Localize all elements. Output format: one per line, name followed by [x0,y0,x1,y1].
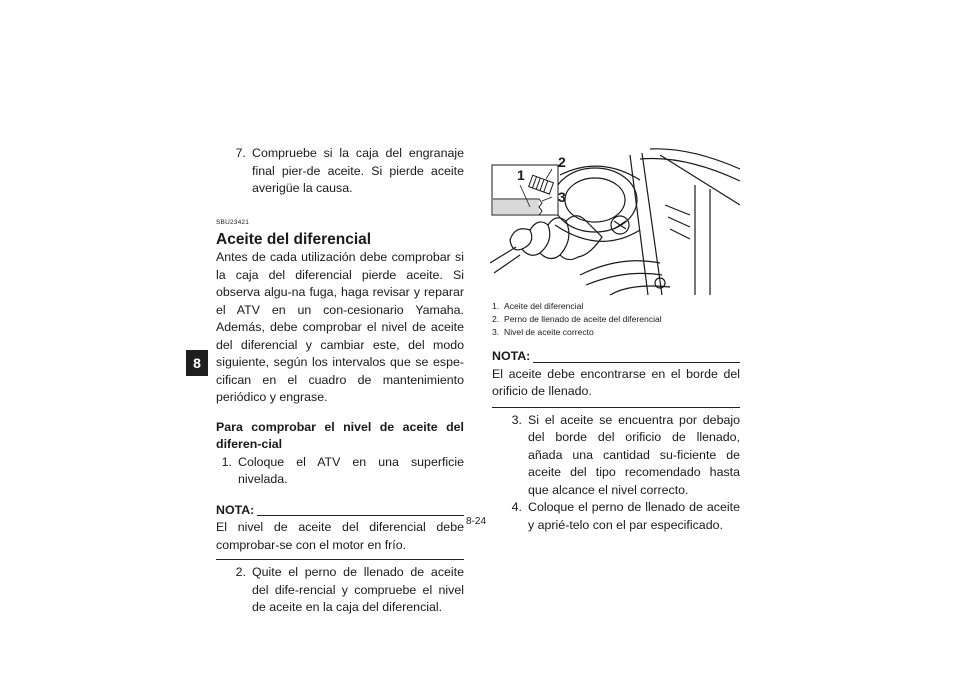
step-2 [216,564,464,617]
caption-text: Aceite del diferencial [504,301,584,311]
left-column [216,145,464,617]
step-number: 3. [511,412,522,427]
callout-3: 3 [558,189,566,205]
nota-text: El nivel de aceite del diferencial debe comprobar-se con el motor en frío. [216,520,464,552]
step-1 [202,454,464,489]
caption-item [492,300,742,313]
nota-label: NOTA: [492,349,531,363]
step-number: 7. [235,146,246,160]
step-3 [492,412,740,500]
callout-2: 2 [558,154,566,170]
nota-end-rule [216,559,464,560]
figure-captions [492,300,742,339]
nota-text: El aceite debe encontrarse en el borde del orificio de llenado. [492,366,740,398]
caption-item [492,326,742,339]
section-code: SBU23421 [216,218,250,226]
nota-rule [257,515,464,516]
caption-text: Nivel de aceite correcto [504,327,594,337]
page-number: 8-24 [466,516,487,527]
caption-number: 3. [492,327,500,337]
step-text: Coloque el perno de llenado de aceite y aprié-telo con el par especificado. [528,500,740,532]
nota-end-rule [492,407,740,408]
step-number: 1. [221,454,232,469]
caption-text: Perno de llenado de aceite del diferencial [504,314,662,324]
subheading: Para comprobar el nivel de aceite del diferen-cial [216,419,464,451]
caption-number: 2. [492,314,500,324]
section-tab: 8 [186,350,208,376]
differential-illustration [490,145,740,300]
step-text: Coloque el ATV en una superficie nivelada. [238,454,464,486]
section-title: Aceite del diferencial [216,231,372,248]
intro-paragraph: Antes de cada utilización debe comprobar si la caja del diferencial pierde aceite. Si observa algu-na fuga, haga revisar y reparar el ATV en un con-cesionario Yamaha. Además, debe comprobar el nivel de aceite del diferencial y cambiar este, del modo siguiente, según los intervalos que se espe-cifican en el cuadro de mantenimiento periódico y engrase. [216,250,464,404]
step-number: 4. [511,500,522,514]
right-column [492,348,740,534]
callout-1: 1 [517,167,525,183]
step-4 [492,499,740,534]
nota-header [216,502,464,520]
nota-rule [533,362,740,363]
caption-number: 1. [492,301,500,311]
step-7 [216,145,464,198]
step-text: Compruebe si la caja del engranaje final pier-de aceite. Si pierde aceite averigüe la causa. [252,146,464,195]
step-number: 2. [235,565,246,579]
caption-item [492,313,742,326]
nota-header [492,348,740,366]
nota-label: NOTA: [216,502,255,517]
differential-drawing [490,145,740,300]
step-text: Quite el perno de llenado de aceite del dife-rencial y compruebe el nivel de aceite en la caja del diferencial. [252,565,464,614]
step-text: Si el aceite se encuentra por debajo del borde del orificio de llenado, añada una cantidad su-ficiente de aceite del tipo recomendado hasta que alcance el nivel correcto. [528,412,740,497]
